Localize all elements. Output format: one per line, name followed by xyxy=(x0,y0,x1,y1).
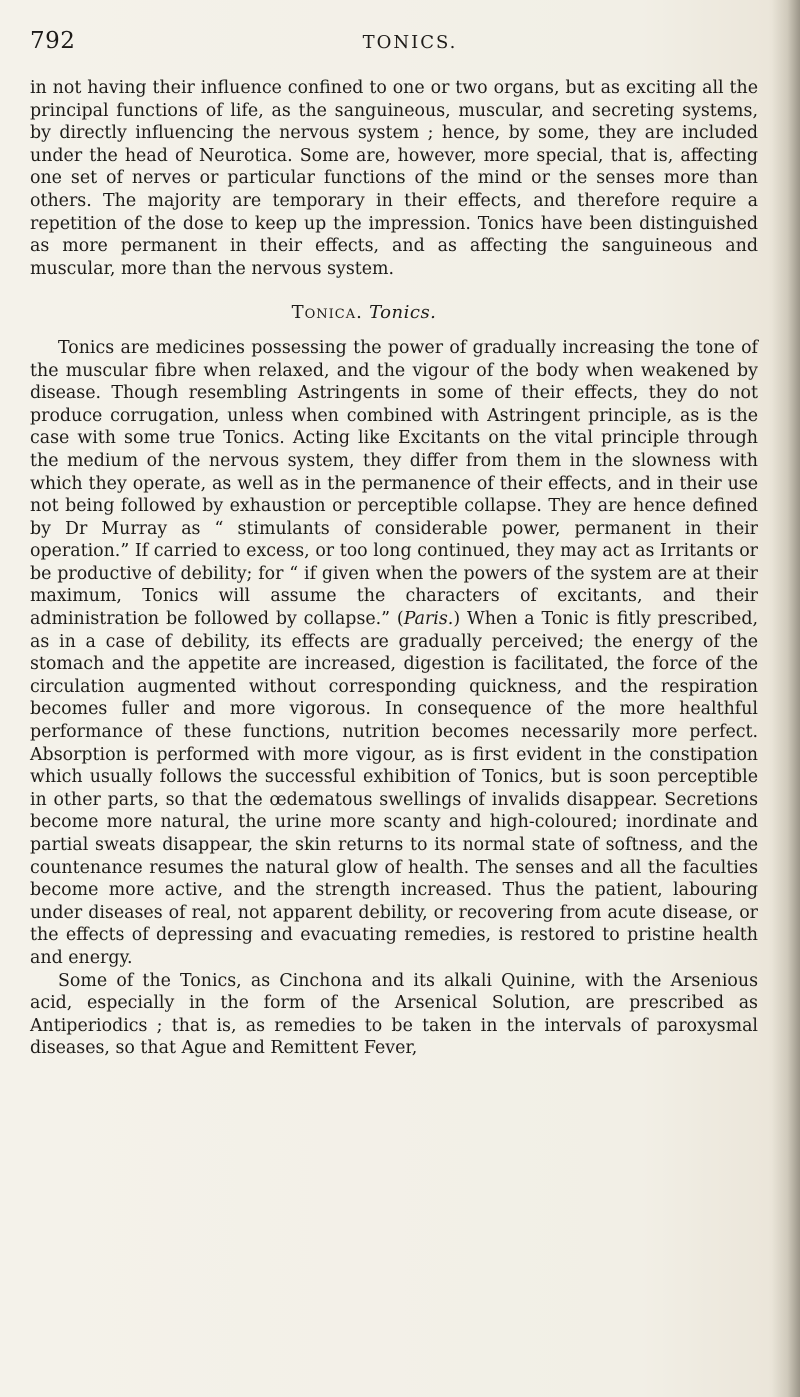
running-title: TONICS. xyxy=(362,32,458,53)
paragraph-antiperiodics: Some of the Tonics, as Cinchona and its alkali Quinine, with the Arsenious acid, especially in the form of the Arsenical Solution, are prescribed as Antiperiodics ; that is, as remedies to be taken in the intervals of paroxysmal diseases, so that Ague and Remittent Fever, xyxy=(30,970,758,1059)
paragraph-continued: in not having their influence confined to one or two organs, but as exciting all the principal functions of life, as the sanguineous, muscular, and secreting systems, by directly influencing the nervous system ; hence, by some, they are included under the head of Neurotica. Some are, however, more special, that is, affecting one set of nerves or particular functions of the mind or the senses more than others. The majority are temporary in their effects, and therefore require a repetition of the dose to keep up the impression. Tonics have been distinguished as more permanent in their effects, and as affecting the sanguineous and muscular, more than the nervous system. xyxy=(30,78,758,279)
section-heading xyxy=(30,302,758,325)
paragraph-tonics-definition xyxy=(30,337,758,970)
page-header xyxy=(30,16,760,66)
paragraph-text-part-2: ) When a Tonic is fitly prescribed, as in a case of debility, its effects are gradually perceived; the energy of the stomach and the appetite are increased, digestion is facilitated, the force of the circulation augmented without corresponding quickness, and the respiration becomes fuller and more vigorous. In consequence of the more healthful performance of these functions, nutrition becomes necessarily more perfect. Absorption is performed with more vigour, as is first evident in the constipation which usually follows the successful exhibition of Tonics, but is soon perceptible in other parts, so that the œdematous swellings of invalids disappear. Secretions become more natural, the urine more scanty and high-coloured; inordinate and partial sweats disappear, the skin returns to its normal state of softness, and the countenance resumes the natural glow of health. The senses and all the faculties become more active, and the strength increased. Thus the patient, labouring under diseases of real, not apparent debility, or recovering from acute disease, or the effects of depressing and evacuating remedies, is restored to pristine health and energy. xyxy=(30,609,758,968)
section-latin-title: Tonica. xyxy=(291,302,363,324)
page-number: 792 xyxy=(30,28,76,54)
paragraph-text-part-1: Tonics are medicines possessing the power of gradually increasing the tone of the muscular fibre when relaxed, and the vigour of the body when weakened by disease. Though resembling Astringents in some of their effects, they do not produce corrugation, unless when combined with Astringent principle, as is the case with some true Tonics. Acting like Excitants on the vital principle through the medium of the nervous system, they differ from them in the slowness with which they operate, as well as in the permanence of their effects, and in their use not being followed by exhaustion or perceptible collapse. They are hence defined by Dr Murray as “ stimulants of considerable power, permanent in their operation.” If carried to excess, or too long continued, they may act as Irritants or be productive of debility; for “ if given when the powers of the system are at their maximum, Tonics will assume the characters of excitants, and their administration be followed by collapse.” ( xyxy=(30,337,758,630)
binding-shadow xyxy=(772,0,800,1397)
citation-paris: Paris. xyxy=(403,609,454,630)
body-text xyxy=(30,77,758,1060)
section-english-title: Tonics. xyxy=(369,302,437,324)
